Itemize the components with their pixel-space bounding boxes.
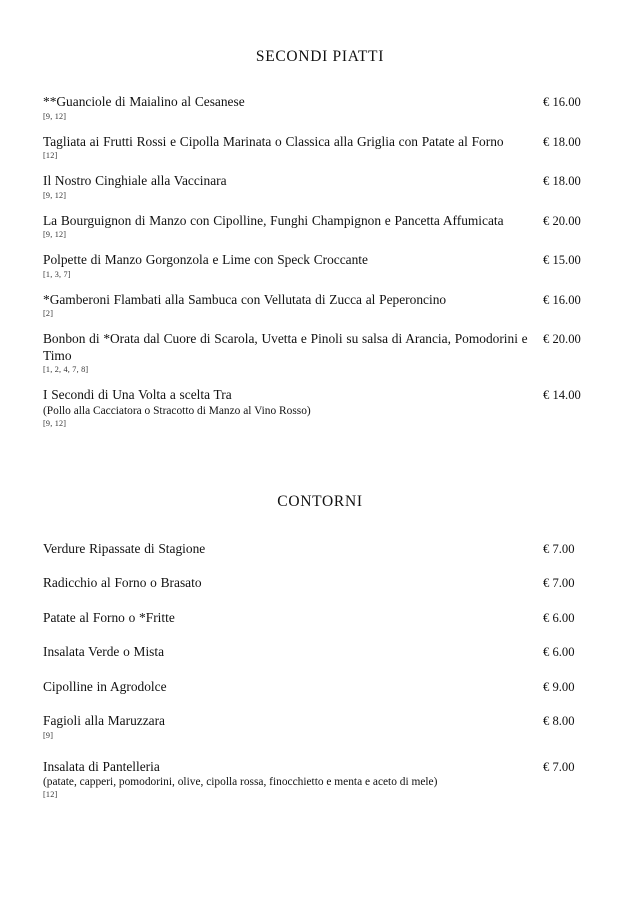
menu-item-text xyxy=(43,213,543,241)
section-heading-secondi-piatti: SECONDI PIATTI xyxy=(255,48,385,66)
menu-item-name: Patate al Forno o *Fritte xyxy=(43,609,175,625)
menu-item-price: € 9.00 xyxy=(543,679,575,694)
menu-item-price: € 7.00 xyxy=(543,759,575,774)
menu-item-price: € 20.00 xyxy=(543,213,581,228)
section-heading-contorni: CONTORNI xyxy=(277,492,363,510)
menu-item-text xyxy=(43,644,543,661)
menu-item-price: € 7.00 xyxy=(543,576,575,591)
menu-item-name: La Bourguignon di Manzo con Cipolline, Funghi Champignon e Pancetta Affumicata xyxy=(43,212,504,228)
menu-item xyxy=(0,644,640,661)
menu-item xyxy=(0,610,640,627)
menu-item-allergen-codes: [9, 12] xyxy=(43,111,67,121)
menu-item-price: € 6.00 xyxy=(543,645,575,660)
menu-item-name: Insalata Verde o Mista xyxy=(43,644,165,660)
menu-item-text xyxy=(43,252,543,280)
menu-item xyxy=(0,134,640,162)
menu-item-name: **Guanciole di Maialino al Cesanese xyxy=(43,94,245,110)
menu-item-price: € 16.00 xyxy=(543,95,581,110)
menu-item-allergen-codes: [9, 12] xyxy=(43,418,67,428)
menu-item-text xyxy=(43,575,543,592)
menu-item-price: € 18.00 xyxy=(543,134,581,149)
menu-item xyxy=(0,94,640,122)
menu-item xyxy=(0,252,640,280)
menu-item-name: *Gamberoni Flambati alla Sambuca con Vellutata di Zucca al Peperoncino xyxy=(43,291,447,307)
menu-item-name: Fagioli alla Maruzzara xyxy=(43,713,166,729)
menu-item xyxy=(0,541,640,558)
menu-item-allergen-codes: [9, 12] xyxy=(43,190,67,200)
menu-item-text xyxy=(43,387,543,429)
menu-item xyxy=(0,387,640,429)
menu-item xyxy=(0,331,640,375)
menu-item xyxy=(0,173,640,201)
menu-item-allergen-codes: [2] xyxy=(43,309,54,319)
menu-item-description: (patate, capperi, pomodorini, olive, cipolla rossa, finocchietto e menta e aceto di mele) xyxy=(43,776,438,789)
menu-item-price: € 16.00 xyxy=(543,292,581,307)
menu-item xyxy=(0,679,640,696)
menu-item-text xyxy=(43,610,543,627)
menu-item xyxy=(0,759,640,801)
menu-item-text xyxy=(43,94,543,122)
menu-item-text xyxy=(43,759,543,801)
menu-item-name: Verdure Ripassate di Stagione xyxy=(43,540,206,556)
menu-item-price: € 18.00 xyxy=(543,174,581,189)
menu-item-price: € 8.00 xyxy=(543,714,575,729)
menu-item-text xyxy=(43,331,543,375)
menu-item-name: Insalata di Pantelleria xyxy=(43,758,160,774)
menu-item-name: Il Nostro Cinghiale alla Vaccinara xyxy=(43,173,227,189)
menu-item-name: Cipolline in Agrodolce xyxy=(43,678,167,694)
menu-list-contorni xyxy=(0,541,640,801)
menu-item-allergen-codes: [9] xyxy=(43,730,54,740)
menu-item-text xyxy=(43,541,543,558)
menu-item-name: Polpette di Manzo Gorgonzola e Lime con Speck Croccante xyxy=(43,252,368,268)
menu-item-price: € 7.00 xyxy=(543,541,575,556)
menu-item-allergen-codes: [12] xyxy=(43,151,58,161)
menu-item-text xyxy=(43,713,543,741)
menu-item xyxy=(0,292,640,320)
menu-item-name: Bonbon di *Orata dal Cuore di Scarola, Uvetta e Pinoli su salsa di Arancia, Pomodorini e Timo xyxy=(43,331,528,363)
menu-item-text xyxy=(43,292,543,320)
menu-item-name: I Secondi di Una Volta a scelta Tra xyxy=(43,387,232,403)
menu-item-price: € 20.00 xyxy=(543,332,581,347)
menu-item-price: € 6.00 xyxy=(543,610,575,625)
menu-item-allergen-codes: [1, 3, 7] xyxy=(43,269,71,279)
menu-item xyxy=(0,575,640,592)
menu-item-text xyxy=(43,134,543,162)
menu-item-price: € 14.00 xyxy=(543,388,581,403)
menu-item-description: (Pollo alla Cacciatora o Stracotto di Manzo al Vino Rosso) xyxy=(43,404,311,417)
menu-item-name: Radicchio al Forno o Brasato xyxy=(43,575,202,591)
menu-item-text xyxy=(43,679,543,696)
menu-item-allergen-codes: [1, 2, 4, 7, 8] xyxy=(43,365,89,375)
menu-item-name: Tagliata ai Frutti Rossi e Cipolla Marinata o Classica alla Griglia con Patate al Forno xyxy=(43,133,504,149)
menu-item-text xyxy=(43,173,543,201)
menu-item-price: € 15.00 xyxy=(543,253,581,268)
menu-item-allergen-codes: [12] xyxy=(43,790,58,800)
menu-page xyxy=(0,10,640,915)
menu-item xyxy=(0,213,640,241)
menu-item xyxy=(0,713,640,741)
menu-list-secondi-piatti xyxy=(0,94,640,429)
menu-item-allergen-codes: [9, 12] xyxy=(43,230,67,240)
